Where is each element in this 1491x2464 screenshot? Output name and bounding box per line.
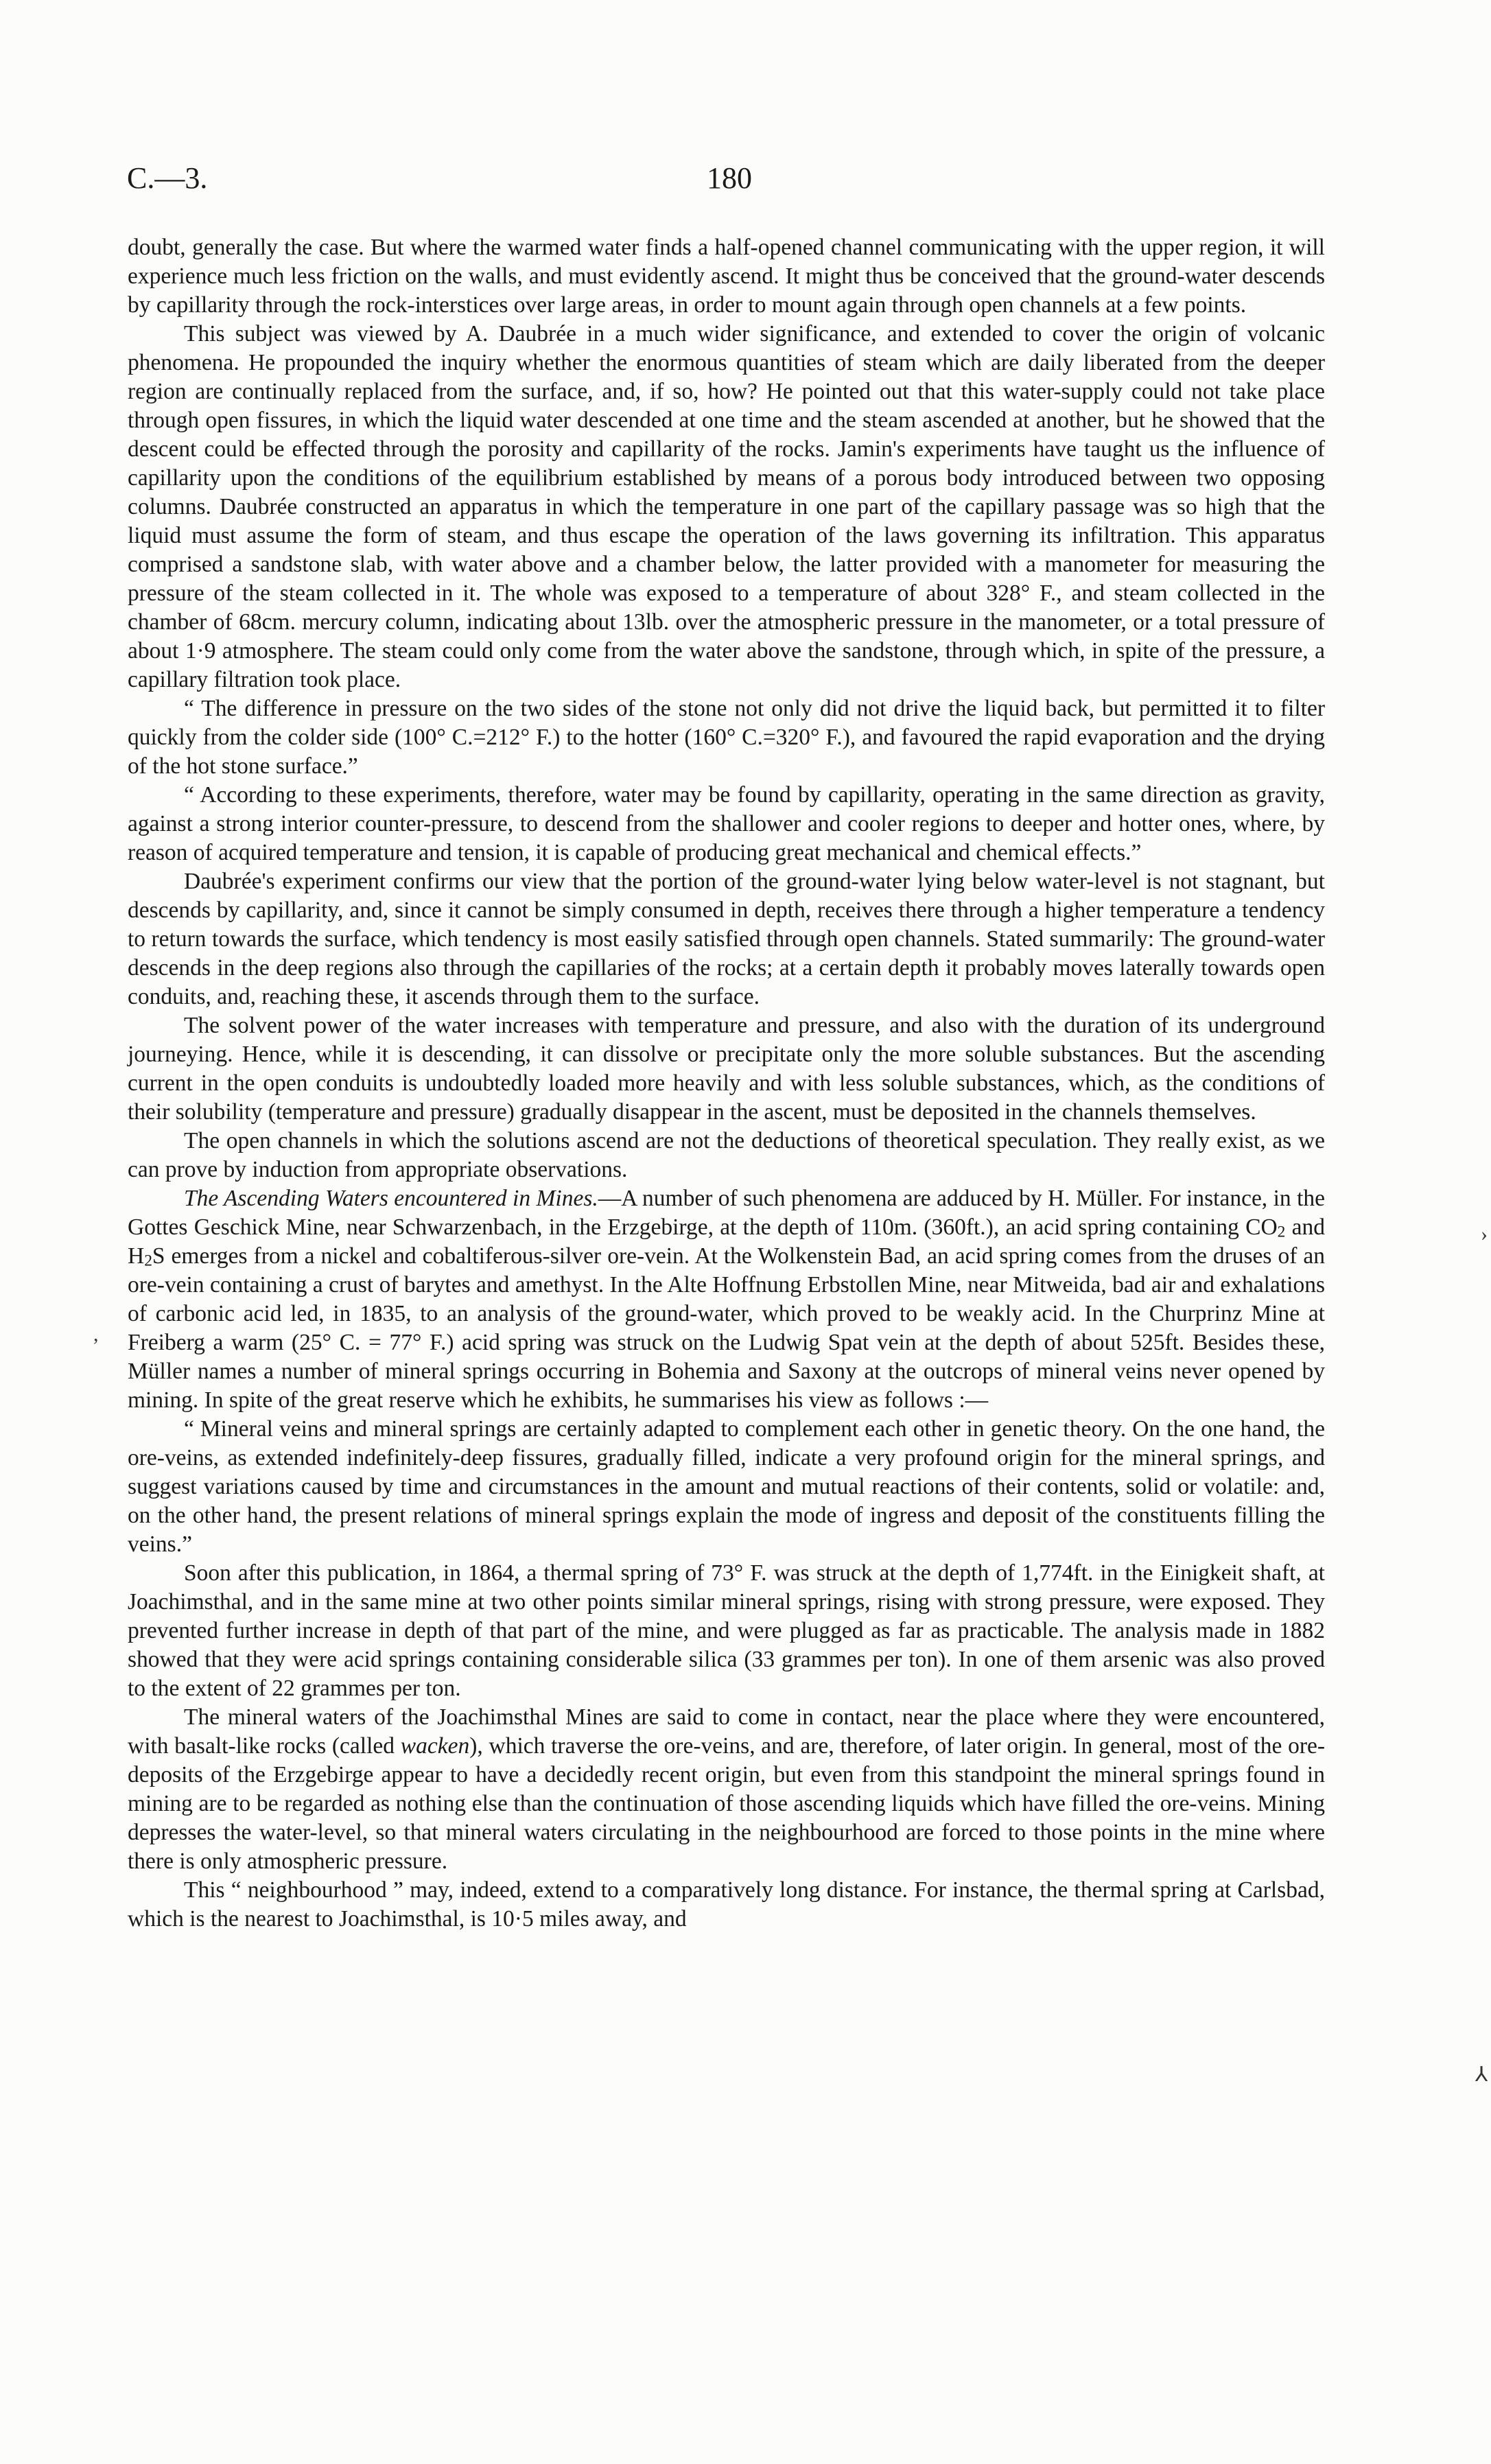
section-heading: The Ascending Waters encountered in Mines. (184, 1186, 598, 1211)
paragraph-6: Soon after this publication, in 1864, a thermal spring of 73° F. was struck at the depth of 1,774ft. in the Einigkeit shaft, at Joachimsthal, and in the same mine at two other points similar mineral springs, rising with strong pressure, were exposed. They prevented further increase in depth of that part of the mine, and were plugged as far as practicable. The analysis made in 1882 showed that they were acid springs containing considerable silica (33 grammes per ton). In one of them arsenic was also proved to the extent of 22 grammes per ton. (128, 1560, 1325, 1701)
margin-dot-icon: , (93, 1323, 99, 1346)
document-code: C.—3. (127, 161, 208, 195)
paragraph-text-part-a: —A number of such phenomena are adduced by H. Müller. For instance, in the Gottes Geschick Mine, near Schwarzenbach, in the Erzgebirge, at the depth of 110m. (360ft.), an acid spring containing CO (128, 1186, 1326, 1240)
paragraph-5: The open channels in which the solutions ascend are not the deductions of theoretical speculation. They really exist, as we can prove by induction from appropriate observations. (128, 1128, 1325, 1182)
margin-mark-icon: › (1481, 1223, 1488, 1245)
paragraph-7 (128, 1703, 1325, 1876)
margin-mark-icon: ⅄ (1475, 2063, 1488, 2086)
italic-term: wacken (400, 1733, 470, 1759)
paragraph-2: This subject was viewed by A. Daubrée in a much wider significance, and extended to cover the origin of volcanic phenomena. He propounded the inquiry whether the enormous quantities of steam which are daily liberated from the deeper region are continually replaced from the surface, and, if so, how? He pointed out that this water-supply could not take place through open fissures, in which the liquid water descended at one time and the steam ascended at another, but he showed that the descent could be effected through the porosity and capillarity of the rocks. Jamin's experiments have taught us the influence of capillarity upon the conditions of the equilibrium established by means of a porous body introduced between two opposing columns. Daubrée constructed an apparatus in which the temperature in one part of the capillary passage was so high that the liquid must assume the form of steam, and thus escape the operation of the laws governing its infiltration. This apparatus comprised a sandstone slab, with water above and a chamber below, the latter provided with a manometer for measuring the pressure of the steam collected in it. The whole was exposed to a temperature of about 328° F., and steam collected in the chamber of 68cm. mercury column, indicating about 13lb. over the atmospheric pressure in the manometer, or a total pressure of about 1·9 atmosphere. The steam could only come from the water above the sandstone, through which, in spite of the pressure, a capillary filtration took place. (128, 321, 1325, 692)
paragraph-text-part-b: and H (128, 1215, 1325, 1269)
paragraph-1: doubt, generally the case. But where the warmed water finds a half-opened channel communicating with the upper region, it will experience much less friction on the walls, and must evidently ascend. It might thus be conceived that the ground-water descends by capillarity through the rock-interstices over large areas, in order to mount again through open channels at a few points. (128, 235, 1325, 318)
paragraph-3: Daubrée's experiment confirms our view that the portion of the ground-water lying below water-level is not stagnant, but descends by capillarity, and, since it cannot be simply consumed in depth, receives there through a higher temperature a tendency to return towards the surface, which tendency is most easily satisfied through open channels. Stated summarily: The ground-water descends in the deep regions also through the capillaries of the rocks; at a certain depth it probably moves laterally towards open conduits, and, reaching these, it ascends through them to the surface. (128, 869, 1325, 1009)
quote-paragraph-2: “ According to these experiments, therefore, water may be found by capillarity, operating in the same direction as gravity, against a strong interior counter-pressure, to descend from the shallower and cooler regions to deeper and hotter ones, where, by reason of acquired temperature and tension, it is capable of producing great mechanical and chemical effects.” (128, 782, 1325, 865)
paragraph-text-part-b: ), which traverse the ore-veins, and are, therefore, of later origin. In general, most of the ore-deposits of the Erzgebirge appear to have a decidedly recent origin, but even from this standpoint the mineral springs found in mining are to be regarded as nothing else than the continuation of those ascending liquids which have filled the ore-veins. Mining depresses the water-level, so that mineral waters circulating in the neighbourhood are forced to those points in the mine where there is only atmospheric pressure. (128, 1733, 1325, 1874)
subscript-co2: 2 (1277, 1223, 1286, 1241)
quote-paragraph-3: “ Mineral veins and mineral springs are certainly adapted to complement each other in genetic theory. On the one hand, the ore-veins, as extended indefinitely-deep fissures, gradually filled, indicate a very profound origin for the mineral springs, and suggest variations caused by time and circumstances in the amount and mutual reactions of their contents, solid or volatile: and, on the other hand, the present relations of mineral springs explain the mode of ingress and deposit of the constituents filling the veins.” (128, 1416, 1325, 1557)
paragraph-text-part-c: S emerges from a nickel and cobaltiferous-silver ore-vein. At the Wolkenstein Bad, an acid spring comes from the druses of an ore-vein containing a crust of barytes and amethyst. In the Alte Hoffnung Erbstollen Mine, near Mitweida, bad air and exhalations of carbonic acid led, in 1835, to an analysis of the ground-water, which proved to be weakly acid. In the Churprinz Mine at Freiberg a warm (25° C. = 77° F.) acid spring was struck on the Ludwig Spat vein at the depth of about 525ft. Besides these, Müller names a number of mineral springs occurring in Bohemia and Saxony at the outcrops of mineral veins never opened by mining. In spite of the great reserve which he exhibits, he summarises his view as follows :— (128, 1243, 1325, 1413)
paragraph-8: This “ neighbourhood ” may, indeed, extend to a comparatively long distance. For instance, the thermal spring at Carlsbad, which is the nearest to Joachimsthal, is 10·5 miles away, and (128, 1877, 1325, 1932)
body-text (128, 233, 1325, 1934)
page-number: 180 (707, 161, 752, 195)
paragraph-text-part-a: The mineral waters of the Joachimsthal Mines are said to come in contact, near the place where they were encountered, with basalt-like rocks (called (128, 1704, 1325, 1759)
quote-paragraph-1: “ The difference in pressure on the two sides of the stone not only did not drive the liquid back, but permitted it to filter quickly from the colder side (100° C.=212° F.) to the hotter (160° C.=320° F.), and favoured the rapid evaporation and the drying of the hot stone surface.” (128, 696, 1325, 779)
paragraph-ascending-waters (128, 1184, 1325, 1415)
paragraph-4: The solvent power of the water increases with temperature and pressure, and also with the duration of its underground journeying. Hence, while it is descending, it can dissolve or precipitate only the more soluble substances. But the ascending current in the open conduits is undoubtedly loaded more heavily and with less soluble substances, which, as the conditions of their solubility (temperature and pressure) gradually disappear in the ascent, must be deposited in the channels themselves. (128, 1013, 1325, 1125)
subscript-h2s: 2 (144, 1252, 152, 1270)
